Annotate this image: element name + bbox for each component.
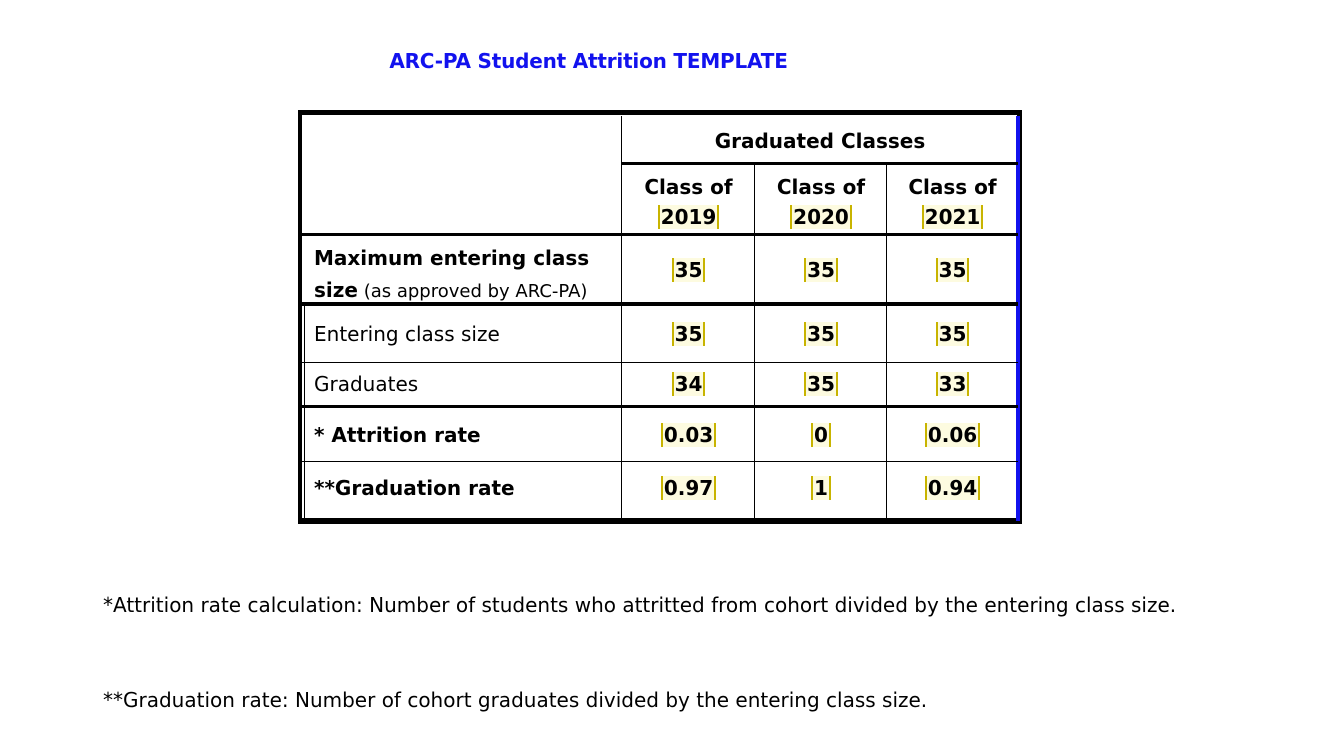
value-field[interactable]: 35 xyxy=(936,322,970,346)
row-label-graduation-rate xyxy=(314,476,515,500)
rule-below-entering-row xyxy=(302,362,1018,363)
value-field[interactable]: 35 xyxy=(672,258,706,282)
row-label-left-rule xyxy=(304,306,305,519)
value-field[interactable]: 0.03 xyxy=(661,423,716,447)
value-field[interactable]: 1 xyxy=(811,476,831,500)
column-header-label: Class of xyxy=(776,175,866,199)
table-cell xyxy=(755,423,887,447)
value-field[interactable]: 35 xyxy=(804,258,838,282)
year-field[interactable]: 2020 xyxy=(790,205,852,229)
row-label-text: **Graduation rate xyxy=(314,476,515,500)
table-cell xyxy=(887,423,1018,447)
row-label-line2-suffix: (as approved by ARC-PA) xyxy=(357,281,588,302)
table-cell xyxy=(755,258,887,282)
row-label-attrition-rate xyxy=(314,423,481,447)
value-field[interactable]: 35 xyxy=(804,372,838,396)
row-label-line1: Maximum entering class xyxy=(314,246,590,270)
value-field[interactable]: 0 xyxy=(811,423,831,447)
rule-below-attrition-row xyxy=(302,461,1018,462)
table-cell xyxy=(622,322,755,346)
table-cell xyxy=(887,322,1018,346)
table-cell xyxy=(887,372,1018,396)
row-label-line2-bold: size xyxy=(314,278,358,302)
group-header-text: Graduated Classes xyxy=(714,129,926,153)
rule-below-header xyxy=(302,233,1018,236)
column-header-2019 xyxy=(622,172,755,232)
page-title-text: ARC-PA Student Attrition TEMPLATE xyxy=(389,49,788,73)
row-label-max-class-size xyxy=(314,242,589,308)
value-field[interactable]: 0.06 xyxy=(925,423,980,447)
column-header-2020 xyxy=(755,172,887,232)
table-cell xyxy=(622,258,755,282)
table-cell xyxy=(622,476,755,500)
column-header-label: Class of xyxy=(908,175,997,199)
row-label-text: Entering class size xyxy=(314,322,500,346)
table-cell xyxy=(887,258,1018,282)
column-header-2021 xyxy=(887,172,1018,232)
table-cell xyxy=(755,372,887,396)
rule-below-graduates-row xyxy=(302,405,1018,408)
group-header xyxy=(622,129,1018,153)
value-field[interactable]: 0.97 xyxy=(661,476,716,500)
table-cell xyxy=(622,372,755,396)
year-field[interactable]: 2021 xyxy=(922,205,984,229)
row-label-text: Graduates xyxy=(314,372,419,396)
table-cell xyxy=(622,423,755,447)
table-cell xyxy=(887,476,1018,500)
value-field[interactable]: 35 xyxy=(936,258,970,282)
row-label-text: * Attrition rate xyxy=(314,423,481,447)
table-cell xyxy=(755,476,887,500)
row-label-entering-class-size xyxy=(314,322,500,346)
page-title xyxy=(0,49,1321,73)
graduation-footnote: **Graduation rate: Number of cohort graduates divided by the entering class size. xyxy=(103,688,928,712)
value-field[interactable]: 34 xyxy=(672,372,706,396)
table-cell xyxy=(755,322,887,346)
attrition-footnote: *Attrition rate calculation: Number of students who attritted from cohort divided by the entering class size. xyxy=(103,593,1177,617)
value-field[interactable]: 0.94 xyxy=(925,476,980,500)
row-label-graduates xyxy=(314,372,418,396)
year-field[interactable]: 2019 xyxy=(658,205,720,229)
column-header-label: Class of xyxy=(644,175,733,199)
value-field[interactable]: 35 xyxy=(672,322,706,346)
value-field[interactable]: 35 xyxy=(804,322,838,346)
rule-below-group-header xyxy=(622,162,1018,165)
value-field[interactable]: 33 xyxy=(936,372,970,396)
